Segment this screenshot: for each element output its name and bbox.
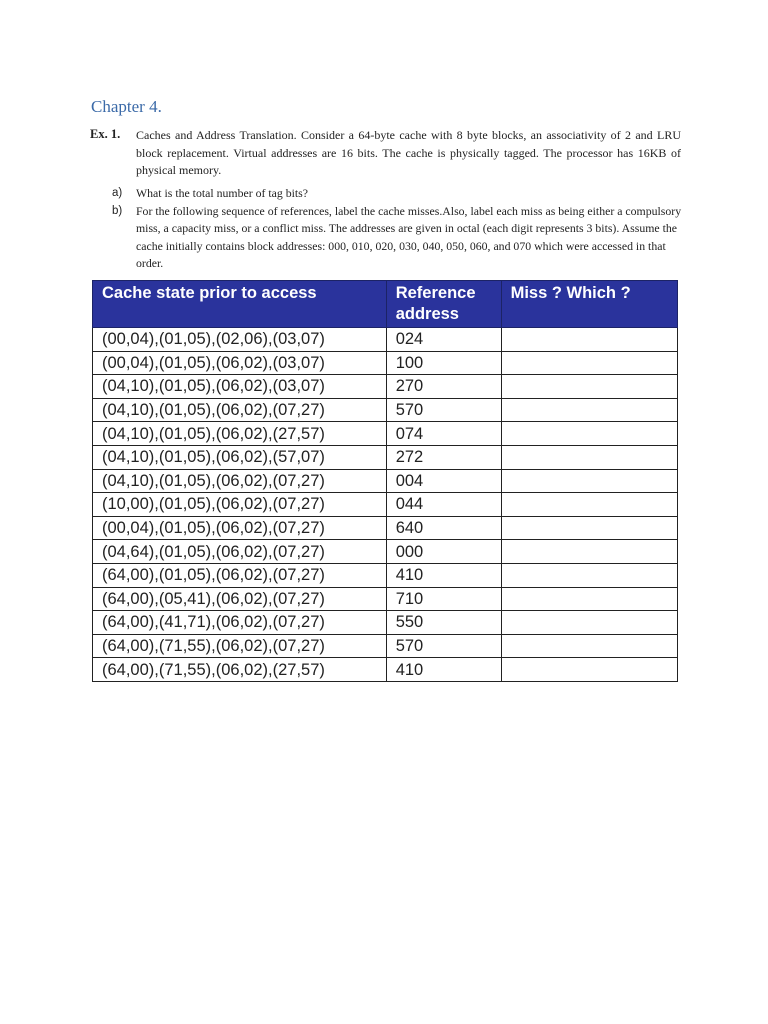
table-row: [93, 658, 678, 682]
cell-reference-address: 000: [386, 540, 501, 564]
question-marker: a): [112, 187, 123, 199]
cell-miss-answer[interactable]: [501, 375, 677, 399]
header-cache-state: Cache state prior to access: [93, 281, 387, 328]
table-row: [93, 611, 678, 635]
cell-cache-state: (64,00),(01,05),(06,02),(07,27): [93, 563, 387, 587]
cell-reference-address: 710: [386, 587, 501, 611]
table-row: [93, 516, 678, 540]
cell-miss-answer[interactable]: [501, 540, 677, 564]
cell-cache-state: (04,10),(01,05),(06,02),(03,07): [93, 375, 387, 399]
cell-miss-answer[interactable]: [501, 422, 677, 446]
cell-miss-answer[interactable]: [501, 398, 677, 422]
table-body: [93, 328, 678, 682]
cell-cache-state: (00,04),(01,05),(02,06),(03,07): [93, 328, 387, 352]
cell-cache-state: (00,04),(01,05),(06,02),(03,07): [93, 351, 387, 375]
cache-access-table: [92, 280, 678, 682]
table-row: [93, 493, 678, 517]
cell-miss-answer[interactable]: [501, 634, 677, 658]
cell-reference-address: 100: [386, 351, 501, 375]
question-item: [112, 203, 682, 273]
cell-cache-state: (00,04),(01,05),(06,02),(07,27): [93, 516, 387, 540]
cell-miss-answer[interactable]: [501, 328, 677, 352]
cell-miss-answer[interactable]: [501, 445, 677, 469]
table-row: [93, 445, 678, 469]
cell-cache-state: (64,00),(71,55),(06,02),(07,27): [93, 634, 387, 658]
cell-miss-answer[interactable]: [501, 469, 677, 493]
cell-reference-address: 044: [386, 493, 501, 517]
cell-miss-answer[interactable]: [501, 563, 677, 587]
exercise-label: Ex. 1.: [90, 127, 121, 141]
cell-cache-state: (64,00),(41,71),(06,02),(07,27): [93, 611, 387, 635]
cell-reference-address: 410: [386, 563, 501, 587]
chapter-title: Chapter 4.: [91, 97, 162, 116]
cell-reference-address: 570: [386, 398, 501, 422]
cell-reference-address: 410: [386, 658, 501, 682]
table-row: [93, 375, 678, 399]
table-row: [93, 563, 678, 587]
cell-reference-address: 570: [386, 634, 501, 658]
cell-cache-state: (64,00),(05,41),(06,02),(07,27): [93, 587, 387, 611]
cell-miss-answer[interactable]: [501, 493, 677, 517]
cell-reference-address: 074: [386, 422, 501, 446]
header-reference-address: Reference address: [386, 281, 501, 328]
cell-reference-address: 024: [386, 328, 501, 352]
cell-miss-answer[interactable]: [501, 516, 677, 540]
cell-reference-address: 640: [386, 516, 501, 540]
table-row: [93, 398, 678, 422]
table-row: [93, 540, 678, 564]
cell-cache-state: (04,10),(01,05),(06,02),(57,07): [93, 445, 387, 469]
table-row: [93, 469, 678, 493]
cell-reference-address: 272: [386, 445, 501, 469]
cell-cache-state: (04,10),(01,05),(06,02),(27,57): [93, 422, 387, 446]
cell-miss-answer[interactable]: [501, 587, 677, 611]
cell-reference-address: 004: [386, 469, 501, 493]
table-row: [93, 422, 678, 446]
question-marker: b): [112, 204, 123, 217]
question-text: For the following sequence of references, label the cache misses.Also, label each miss as being either a compulsory miss, a capacity miss, or a conflict miss. The addresses are given in octal (each digit represents 3 bits). Assume the cache initially contains block addresses: 000, 010, 020, 030, 040, 050, 060, and 070 which were accessed in that order.: [136, 203, 682, 270]
cell-miss-answer[interactable]: [501, 611, 677, 635]
cell-cache-state: (64,00),(71,55),(06,02),(27,57): [93, 658, 387, 682]
question-text: What is the total number of tag bits?: [136, 186, 308, 200]
cell-cache-state: (04,10),(01,05),(06,02),(07,27): [93, 469, 387, 493]
cell-reference-address: 550: [386, 611, 501, 635]
question-item: [112, 185, 682, 203]
table-row: [93, 587, 678, 611]
cell-miss-answer[interactable]: [501, 351, 677, 375]
cell-cache-state: (10,00),(01,05),(06,02),(07,27): [93, 493, 387, 517]
cell-cache-state: (04,64),(01,05),(06,02),(07,27): [93, 540, 387, 564]
table-header-row: [93, 281, 678, 328]
table-row: [93, 634, 678, 658]
table-row: [93, 351, 678, 375]
cell-reference-address: 270: [386, 375, 501, 399]
cell-cache-state: (04,10),(01,05),(06,02),(07,27): [93, 398, 387, 422]
exercise-question-list: [112, 185, 682, 273]
table-row: [93, 328, 678, 352]
header-miss-type: Miss ? Which ?: [501, 281, 677, 328]
cell-miss-answer[interactable]: [501, 658, 677, 682]
exercise-text: Caches and Address Translation. Consider a 64-byte cache with 8 byte blocks, an associativity of 2 and LRU block replacement. Virtual addresses are 16 bits. The cache is physically tagged. The processor has 16KB of physical memory.: [136, 128, 681, 177]
